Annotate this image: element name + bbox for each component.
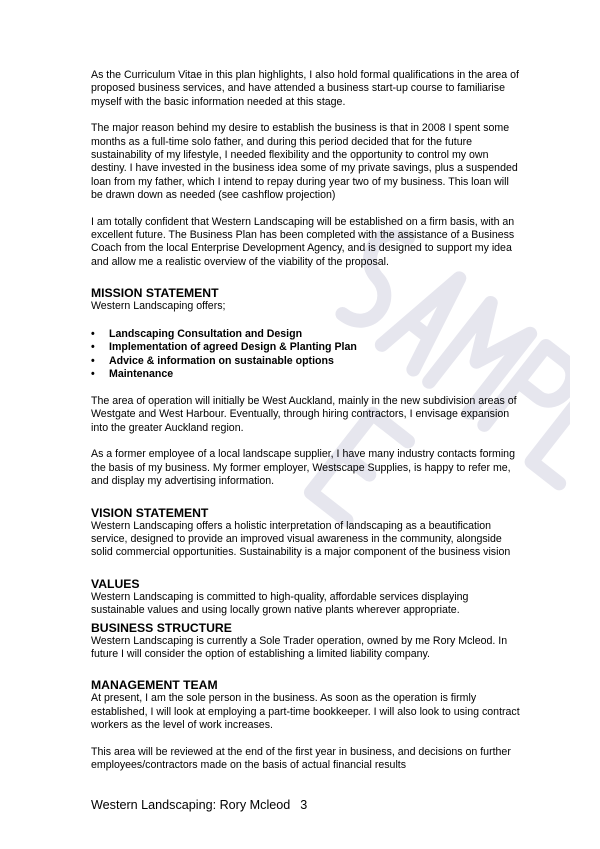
list-item: • Implementation of agreed Design & Planting Plan bbox=[91, 341, 357, 354]
list-item: • Advice & information on sustainable options bbox=[91, 354, 334, 367]
management-heading: MANAGEMENT TEAM bbox=[91, 678, 218, 693]
footer-label: Western Landscaping: Rory Mcleod bbox=[91, 798, 291, 812]
page-number: 3 bbox=[300, 798, 308, 812]
list-item: • Maintenance bbox=[91, 368, 174, 381]
page-footer bbox=[91, 798, 307, 813]
intro-paragraph-2: The major reason behind my desire to establish the business is that in 2008 I spent some months as a full-time solo father, and during this period decided that for the future sustainability of my lifestyle, I needed flexibility and the opportunity to control my own destiny. I have invested in the business idea some of my private savings, plus a suspended loan from my father, which I intend to repay during year two of my business. This loan will be drawn down as needed (see cashflow projection) bbox=[91, 122, 518, 202]
bullet-icon: • bbox=[91, 368, 95, 381]
services-list bbox=[91, 328, 521, 382]
values-heading: VALUES bbox=[91, 576, 140, 591]
mission-heading: MISSION STATEMENT bbox=[91, 286, 219, 301]
intro-paragraph-3: I am totally confident that Western Landscaping will be established on a firm basis, with an excellent future. The Business Plan has been completed with the assistance of a Business Coach from the local Enterprise Development Agency, and is designed to support my idea and allow me a realistic overview of the viability of the proposal. bbox=[91, 215, 515, 268]
bullet-icon: • bbox=[91, 327, 95, 340]
mission-lead: Western Landscaping offers; bbox=[91, 300, 226, 313]
management-paragraph-1: At present, I am the sole person in the business. As soon as the operation is firmly established, I will look at employing a part-time bookkeeper. I will also look to using contract workers as the level of work increases. bbox=[91, 692, 520, 732]
vision-heading: VISION STATEMENT bbox=[91, 505, 209, 520]
values-text: Western Landscaping is committed to high-quality, affordable services displaying sustainable values and using locally grown native plants wherever appropriate. bbox=[91, 590, 469, 617]
bullet-icon: • bbox=[91, 341, 95, 354]
vision-text: Western Landscaping offers a holistic interpretation of landscaping as a beautification service, designed to provide an improved visual awareness in the community, alongside solid commercial opportunities. Sustainability is a major component of the business vision bbox=[91, 519, 511, 559]
structure-text: Western Landscaping is currently a Sole Trader operation, owned by me Rory Mcleod. In future I will consider the option of establishing a limited liability company. bbox=[91, 634, 508, 660]
intro-paragraph-1: As the Curriculum Vitae in this plan highlights, I also hold formal qualifications in the area of proposed business services, and have attended a business start-up course to familiarise myself with the basic information needed at this stage. bbox=[91, 69, 519, 108]
management-paragraph-2: This area will be reviewed at the end of the first year in business, and decisions on further employees/contractors made on the basis of actual financial results bbox=[91, 745, 511, 771]
body-content bbox=[91, 69, 521, 785]
structure-heading: BUSINESS STRUCTURE bbox=[91, 620, 232, 635]
mission-paragraph-2: As a former employee of a local landscape supplier, I have many industry contacts forming the basis of my business. My former employer, Westscape Supplies, is happy to refer me, and display my advertising information. bbox=[91, 448, 515, 488]
mission-paragraph-1: The area of operation will initially be West Auckland, mainly in the new subdivision areas of Westgate and West Harbour. Eventually, through hiring contractors, I envisage expansion into the greater Auckland region. bbox=[91, 395, 517, 434]
bullet-icon: • bbox=[91, 354, 95, 367]
list-item: • Landscaping Consultation and Design bbox=[91, 327, 303, 340]
